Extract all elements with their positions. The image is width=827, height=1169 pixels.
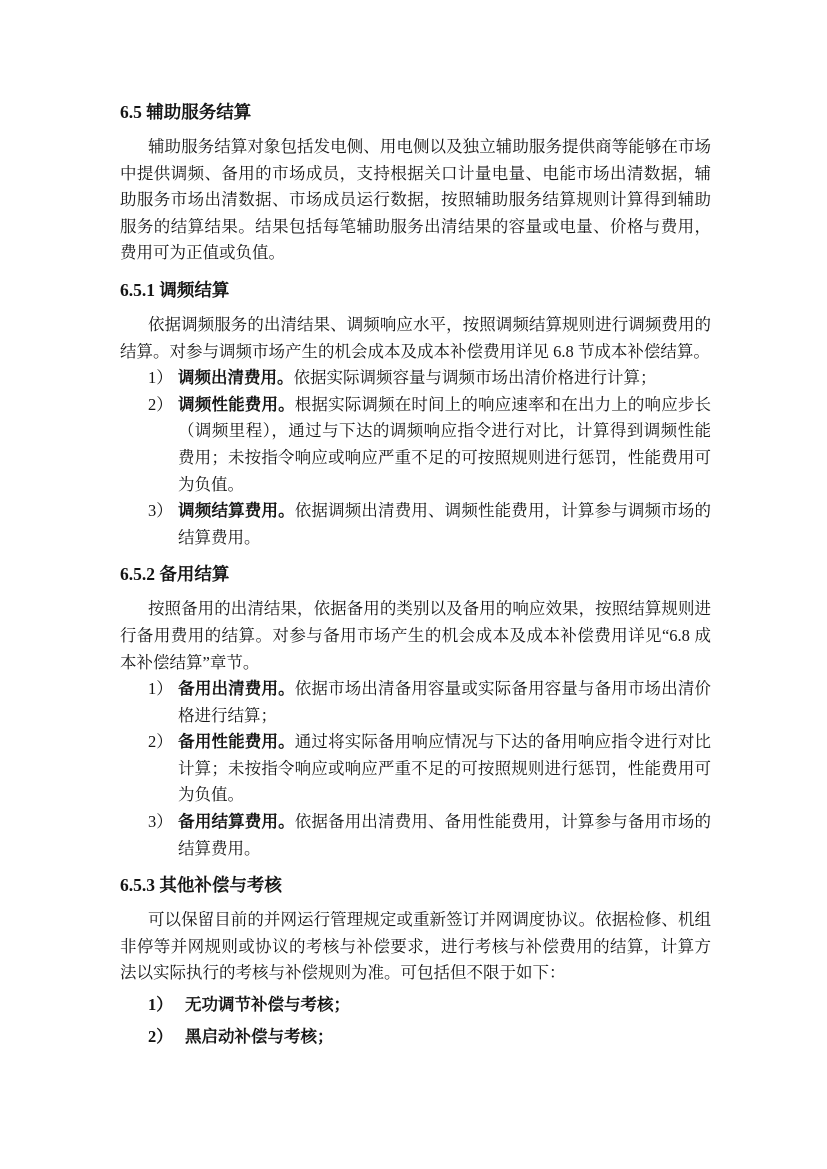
list-item-label: 黑启动补偿与考核； (185, 1026, 334, 1046)
list-item (120, 365, 711, 392)
list-item-number: 1） (148, 995, 173, 1015)
section-heading: 6.5.2 备用结算 (120, 564, 230, 585)
list-item-number: 1） (148, 368, 173, 388)
list-item-label: 无功调节补偿与考核； (185, 995, 350, 1015)
list-item-number: 3） (148, 812, 173, 832)
paragraph: 辅助服务结算对象包括发电侧、用电侧以及独立辅助服务提供商等能够在市场中提供调频、备用的市场成员，支持根据关口计量电量、电能市场出清数据，辅助服务市场出清数据、市场成员运行数据，按照辅助服务结算规则计算得到辅助服务的结算结果。结果包括每笔辅助服务出清结果的容量或电量、价格与费用，费用可为正值或负值。 (120, 137, 711, 263)
list-item-number: 2） (148, 1026, 173, 1046)
list-item (120, 729, 711, 809)
list-item (120, 392, 711, 498)
paragraph: 依据调频服务的出清结果、调频响应水平，按照调频结算规则进行调频费用的结算。对参与调频市场产生的机会成本及成本补偿费用详见 6.8 节成本补偿结算。 (120, 314, 711, 361)
section-6-5-1 (120, 279, 711, 551)
list-item-label: 备用性能费用。 (178, 732, 295, 752)
section-6-5-3 (120, 874, 711, 1050)
list-item-label: 调频性能费用。 (178, 394, 295, 414)
list-item-label: 调频结算费用。 (178, 501, 295, 521)
list-item-text: 依据调频出清费用、调频性能费用，计算参与调频市场的结算费用。 (178, 501, 711, 547)
list-item-number: 2） (148, 394, 173, 414)
list-item-text: 根据实际调频在时间上的响应速率和在出力上的响应步长（调频里程），通过与下达的调频响应指令进行对比，计算得到调频性能费用；未按指令响应或响应严重不足的可按照规则进行惩罚，性能费用可为负值。 (178, 394, 711, 494)
list-item-text: 依据市场出清备用容量或实际备用容量与备用市场出清价格进行结算； (178, 679, 711, 725)
list-item-label: 调频出清费用。 (178, 368, 294, 388)
paragraph: 可以保留目前的并网运行管理规定或重新签订并网调度协议。依据检修、机组非停等并网规则或协议的考核与补偿要求，进行考核与补偿费用的结算，计算方法以实际执行的考核与补偿规则为准。可包括但不限于如下： (120, 910, 711, 983)
list-item-number: 2） (148, 732, 173, 752)
list-item (120, 676, 711, 729)
section-heading: 6.5.1 调频结算 (120, 279, 230, 300)
list-item-label: 备用结算费用。 (178, 812, 295, 832)
list-item (120, 992, 711, 1019)
list-item-text: 依据实际调频容量与调频市场出清价格进行计算； (293, 368, 657, 388)
list-item (120, 809, 711, 862)
section-6-5 (120, 101, 711, 267)
list-item-number: 3） (148, 501, 173, 521)
list-item-text: 依据备用出清费用、备用性能费用，计算参与备用市场的结算费用。 (178, 812, 711, 858)
section-heading: 6.5.3 其他补偿与考核 (120, 875, 282, 896)
paragraph: 按照备用的出清结果，依据备用的类别以及备用的响应效果，按照结算规则进行备用费用的结算。对参与备用市场产生的机会成本及成本补偿费用详见“6.8 成本补偿结算”章节。 (120, 599, 711, 672)
list-item-text: 通过将实际备用响应情况与下达的备用响应指令进行对比计算；未按指令响应或响应严重不足的可按照规则进行惩罚，性能费用可为负值。 (178, 732, 711, 805)
list-item-label: 备用出清费用。 (178, 679, 295, 699)
page-content (120, 101, 711, 1050)
list-item-number: 1） (148, 679, 173, 699)
list-item (120, 498, 711, 551)
section-heading: 6.5 辅助服务结算 (120, 102, 252, 122)
section-6-5-2 (120, 563, 711, 862)
list-item (120, 1024, 711, 1051)
